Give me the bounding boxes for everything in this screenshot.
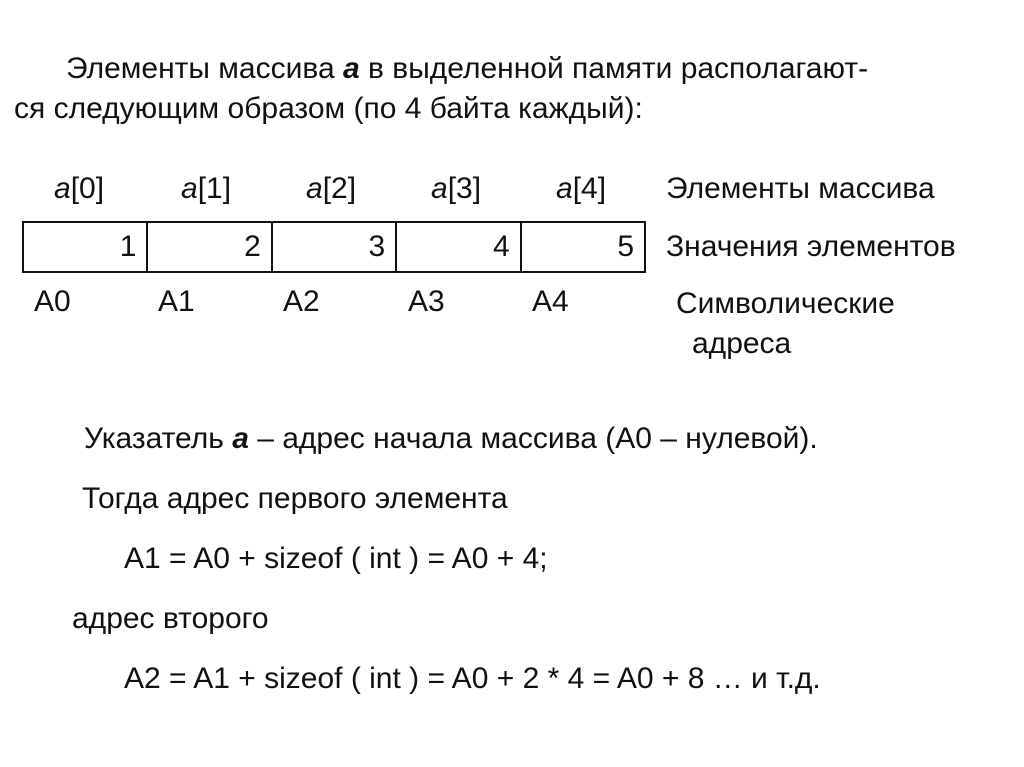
address-a0: A0 (34, 285, 71, 318)
array-header-var: a (181, 172, 198, 205)
array-cell-1: 2 (148, 223, 272, 271)
second-element-formula: A2 = A1 + sizeof ( int ) = A0 + 2 * 4 = A0 + 8 … и т.д. (124, 662, 821, 695)
first-element-heading: Тогда адрес первого элемента (82, 482, 508, 515)
array-header-0 (54, 172, 104, 206)
pointer-variable-name: a (232, 422, 249, 455)
array-header-index: [0] (70, 172, 105, 205)
intro-text-end: в выделенной памяти располагают- (359, 52, 869, 85)
intro-text-start: Элементы массива (66, 52, 343, 85)
array-header-index: [3] (447, 172, 482, 205)
array-header-var: a (306, 172, 323, 205)
symbolic-label-line-2: адреса (692, 327, 792, 360)
address-a4: A4 (532, 285, 569, 318)
array-cell-4: 5 (617, 230, 635, 263)
array-header-index: [1] (197, 172, 232, 205)
first-element-formula: A1 = A0 + sizeof ( int ) = A0 + 4; (124, 542, 548, 575)
array-header-index: [2] (322, 172, 357, 205)
array-header-var: a (556, 172, 573, 205)
array-header-var: a (54, 172, 71, 205)
array-header-3 (431, 172, 481, 206)
address-a2: A2 (283, 285, 320, 318)
elements-label: Элементы массива (666, 172, 935, 205)
array-cell-3: 4 (397, 223, 521, 271)
pointer-text-end: – адрес начала массива (A0 – нулевой). (248, 422, 818, 455)
intro-line-2: ся следующим образом (по 4 байта каждый): (14, 92, 643, 125)
array-variable-name: a (342, 52, 360, 85)
array-header-2 (306, 172, 356, 206)
array-header-var: a (431, 172, 448, 205)
array-header-4 (556, 172, 606, 206)
symbolic-label-line-1: Символические (676, 287, 895, 320)
intro-line-1 (66, 52, 868, 86)
array-header-index: [4] (572, 172, 607, 205)
array-cell-2: 3 (273, 223, 397, 271)
array-memory-table (22, 221, 646, 273)
second-element-heading: адрес второго (72, 602, 269, 635)
array-cell-0: 1 (24, 223, 148, 271)
array-header-1 (181, 172, 231, 206)
pointer-line (84, 422, 818, 456)
address-a1: A1 (158, 285, 195, 318)
values-label: Значения элементов (666, 230, 956, 263)
pointer-text-start: Указатель (84, 422, 233, 455)
address-a3: A3 (408, 285, 445, 318)
